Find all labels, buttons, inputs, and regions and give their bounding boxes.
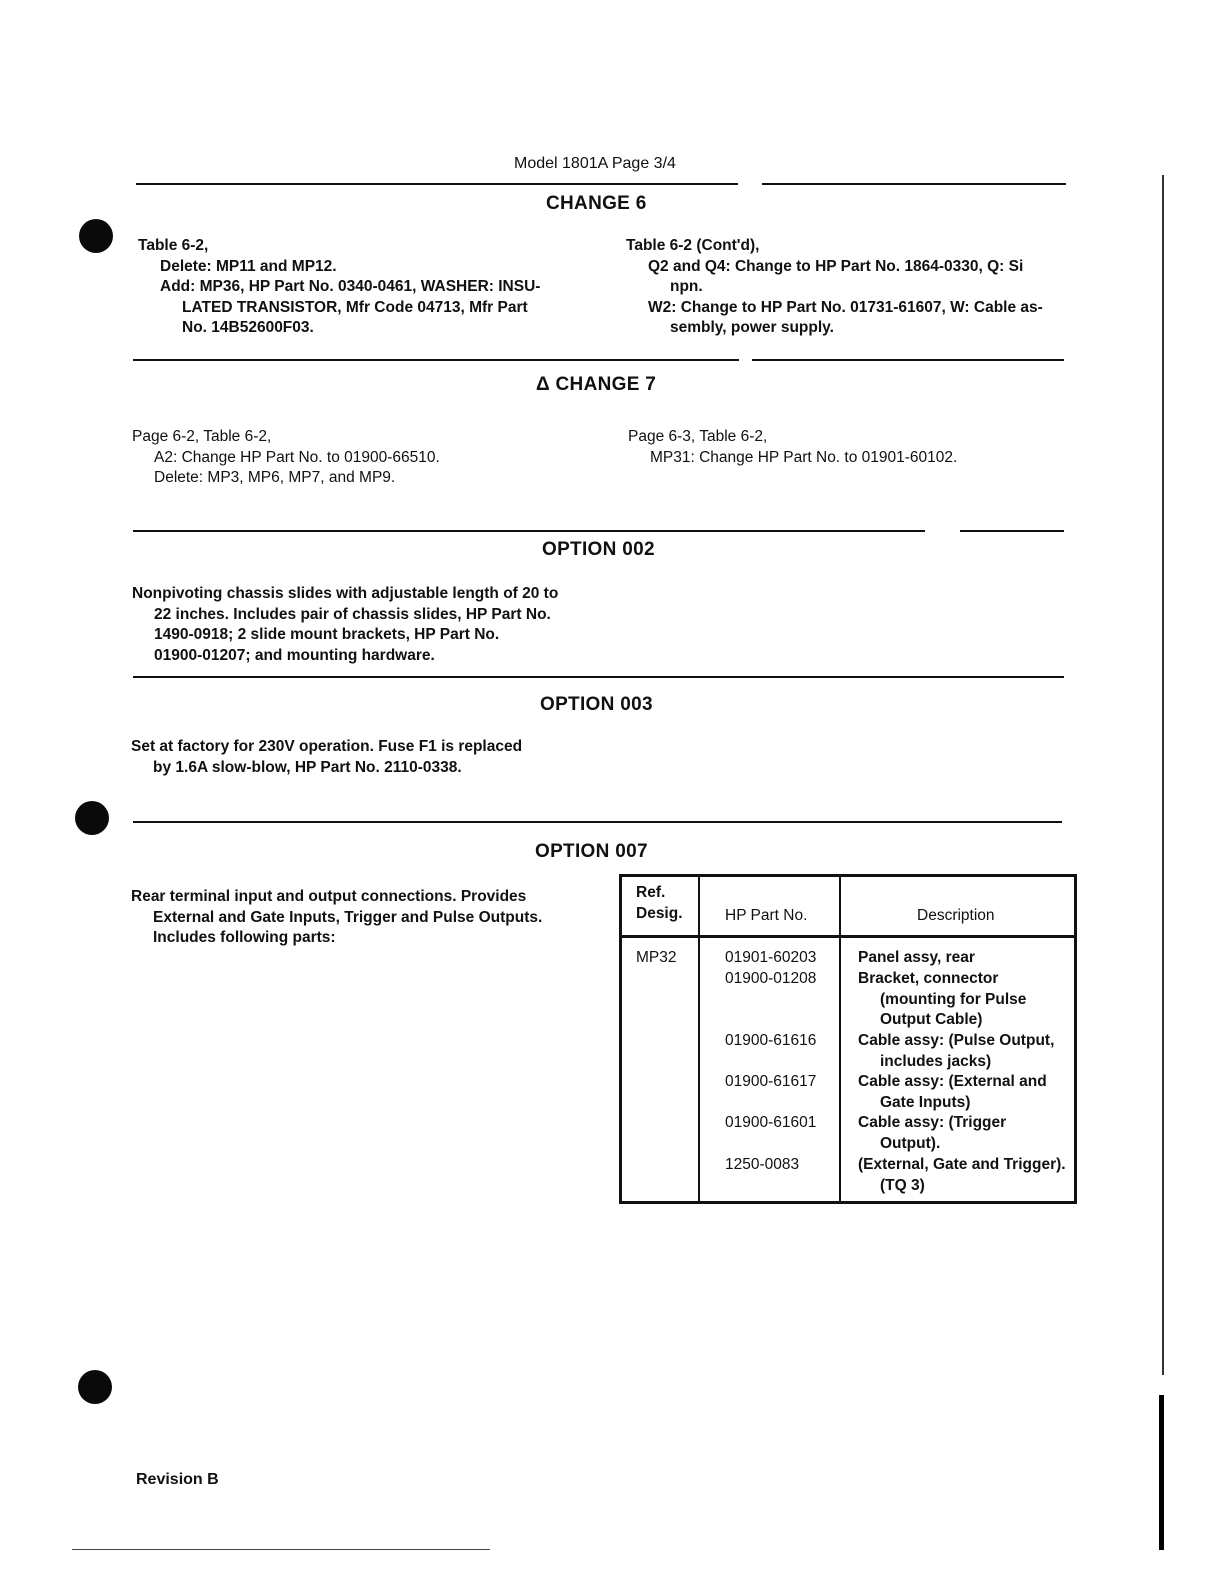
row-desc [858, 1031, 1054, 1072]
row-desc-line: Panel assy, rear [858, 949, 975, 966]
row-desc-line: Gate Inputs) [880, 1093, 971, 1111]
change6-right-line: sembly, power supply. [670, 319, 834, 336]
parts-table-header [622, 877, 1074, 938]
row-ref: MP32 [636, 949, 677, 966]
scan-edge-bar [1159, 1395, 1164, 1550]
header-ref-desig [636, 883, 683, 924]
row-desc [858, 969, 1026, 1031]
header-ref-line: Desig. [636, 904, 683, 922]
row-desc-line: Cable assy: (Pulse Output, [858, 1032, 1055, 1049]
row-part: 01900-61616 [725, 1032, 817, 1049]
change6-left-block [138, 236, 540, 339]
option003-heading: OPTION 003 [540, 694, 653, 715]
option003-rule [133, 821, 1062, 823]
change6-right-line: npn. [670, 278, 703, 295]
header-hp-part-no: HP Part No. [725, 907, 808, 924]
parts-table [619, 874, 1077, 1204]
option002-line: 01900-01207; and mounting hardware. [154, 646, 435, 664]
column-divider [698, 877, 700, 1201]
option007-text [131, 887, 542, 949]
change6-left-line: Delete: MP11 and MP12. [160, 257, 337, 275]
change6-left-line: No. 14B52600F03. [182, 319, 314, 336]
change6-right-line: Q2 and Q4: Change to HP Part No. 1864-0330, Q: Si [648, 257, 1024, 275]
change6-left-line: Table 6-2, [138, 237, 209, 254]
change6-left-line: Add: MP36, HP Part No. 0340-0461, WASHER: INSU- [160, 278, 541, 295]
change7-left-line: Delete: MP3, MP6, MP7, and MP9. [154, 469, 396, 486]
header-description: Description [917, 907, 995, 924]
row-desc-line: Cable assy: (External and [858, 1073, 1047, 1090]
row-desc-line: Output). [880, 1134, 941, 1152]
change6-right-block [626, 236, 1043, 339]
page-header-title: Model 1801A Page 3/4 [514, 155, 676, 172]
option007-heading: OPTION 007 [535, 841, 648, 862]
row-desc-line: (TQ 3) [880, 1176, 925, 1194]
punch-hole-middle [75, 801, 109, 835]
option007-line: Rear terminal input and output connections. Provides [131, 888, 527, 905]
row-desc-line: (mounting for Pulse [880, 990, 1027, 1008]
option003-line: by 1.6A slow-blow, HP Part No. 2110-0338. [153, 758, 462, 776]
option002-line: 22 inches. Includes pair of chassis slides, HP Part No. [154, 605, 551, 623]
row-desc-line: Output Cable) [880, 1011, 983, 1028]
change7-right-line: Page 6-3, Table 6-2, [628, 428, 768, 445]
option002-heading: OPTION 002 [542, 539, 655, 560]
change7-left-line: A2: Change HP Part No. to 01900-66510. [154, 448, 440, 466]
row-desc-line: (External, Gate and Trigger). [858, 1156, 1066, 1173]
option002-rule [133, 676, 1064, 678]
option002-line: Nonpivoting chassis slides with adjustable length of 20 to [132, 585, 559, 602]
change7-rule-right [960, 530, 1064, 532]
punch-hole-top [79, 219, 113, 253]
option002-text [132, 584, 558, 666]
row-desc [858, 1072, 1047, 1113]
row-part: 01901-60203 [725, 949, 817, 966]
option002-line: 1490-0918; 2 slide mount brackets, HP Part No. [154, 626, 500, 643]
row-part: 01900-01208 [725, 970, 817, 987]
footer-revision: Revision B [136, 1471, 219, 1488]
row-desc [858, 948, 975, 969]
change6-left-line: LATED TRANSISTOR, Mfr Code 04713, Mfr Part [182, 298, 528, 316]
header-rule-left [136, 183, 738, 185]
column-divider [839, 877, 841, 1201]
row-desc-line: includes jacks) [880, 1052, 992, 1070]
option007-line: Includes following parts: [153, 929, 336, 946]
row-desc [858, 1155, 1066, 1196]
option007-line: External and Gate Inputs, Trigger and Pulse Outputs. [153, 908, 543, 926]
change6-rule-left [133, 359, 739, 361]
punch-hole-bottom [78, 1370, 112, 1404]
change7-right-block [628, 427, 957, 468]
change6-right-line: W2: Change to HP Part No. 01731-61607, W: Cable as- [648, 298, 1043, 316]
row-part: 01900-61601 [725, 1114, 817, 1131]
change7-heading: Δ CHANGE 7 [536, 374, 657, 395]
scan-edge-line [1162, 175, 1164, 1375]
change7-left-block [132, 427, 440, 489]
row-desc-line: Cable assy: (Trigger [858, 1114, 1007, 1131]
change7-left-line: Page 6-2, Table 6-2, [132, 428, 272, 445]
footer-rule [72, 1549, 490, 1550]
change6-rule-right [752, 359, 1064, 361]
header-ref-line: Ref. [636, 884, 666, 901]
change7-right-line: MP31: Change HP Part No. to 01901-60102. [650, 448, 958, 466]
change6-heading: CHANGE 6 [546, 193, 647, 214]
header-rule-right [762, 183, 1066, 185]
row-part: 1250-0083 [725, 1156, 800, 1173]
option003-text [131, 737, 522, 778]
row-part: 01900-61617 [725, 1073, 817, 1090]
option003-line: Set at factory for 230V operation. Fuse F1 is replaced [131, 738, 523, 755]
change7-rule-left [133, 530, 925, 532]
row-desc [858, 1113, 1006, 1154]
change6-right-line: Table 6-2 (Cont'd), [626, 237, 760, 254]
row-desc-line: Bracket, connector [858, 970, 999, 987]
